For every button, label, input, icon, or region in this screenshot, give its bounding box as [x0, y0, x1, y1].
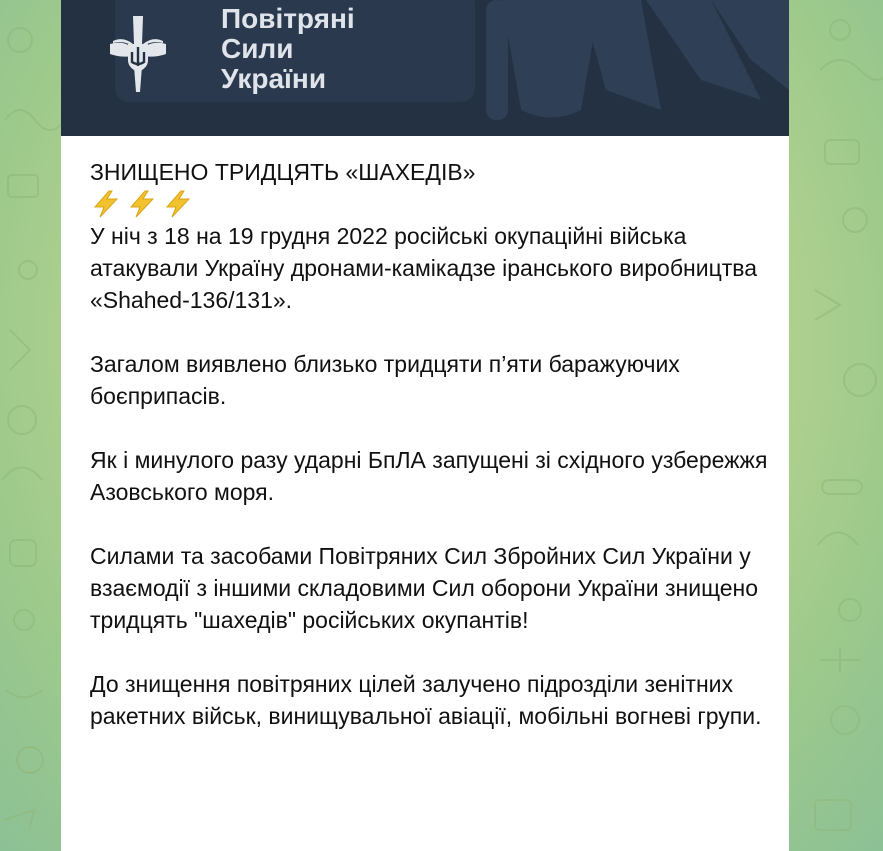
post-paragraph: У ніч з 18 на 19 грудня 2022 російські окупаційні війська атакували Україну дронами-камікадзе іранського виробництва «Shahed-136/131». [90, 223, 758, 313]
lightning-emoji-icon [126, 190, 158, 218]
banner-background-shapes [61, 0, 789, 136]
emoji-row [90, 188, 780, 220]
lightning-emoji-icon [90, 190, 122, 218]
lightning-emoji-icon [162, 190, 194, 218]
post-paragraph: Загалом виявлено близько тридцяти п’яти баражуючих боєприпасів. [90, 351, 680, 409]
channel-message [61, 0, 789, 851]
channel-brand-name [221, 4, 355, 94]
message-text [90, 156, 780, 764]
post-paragraph: Як і минулого разу ударні БпЛА запущені зі східного узбережжя Азовського моря. [90, 447, 768, 505]
post-paragraph: До знищення повітряних цілей залучено підрозділи зенітних ракетних військ, винищувальної авіації, мобільні вогневі групи. [90, 671, 762, 729]
channel-banner-image [61, 0, 789, 136]
brand-line-2: Сили [221, 33, 294, 64]
post-paragraph: Силами та засобами Повітряних Сил Збройних Сил України у взаємодії з іншими складовими Сил оборони України знищено тридцять "шахедів" російських окупантів! [90, 543, 759, 633]
brand-line-3: України [221, 63, 327, 94]
air-force-emblem-icon [109, 14, 167, 94]
post-heading: ЗНИЩЕНО ТРИДЦЯТЬ «ШАХЕДІВ» [90, 159, 476, 185]
brand-line-1: Повітряні [221, 3, 355, 34]
